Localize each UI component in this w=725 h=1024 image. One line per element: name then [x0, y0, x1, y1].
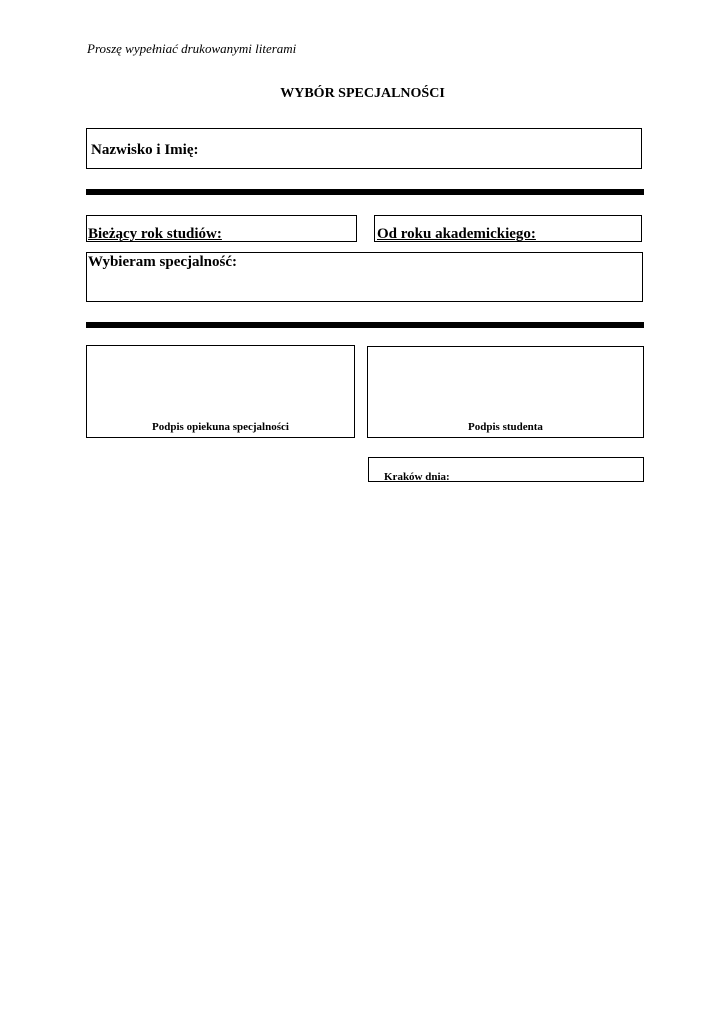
section-divider-bottom — [86, 322, 644, 328]
current-year-label: Bieżący rok studiów: — [88, 226, 222, 242]
form-title: WYBÓR SPECJALNOŚCI — [280, 86, 445, 101]
date-field[interactable] — [368, 457, 644, 482]
supervisor-signature-box[interactable] — [86, 345, 355, 438]
student-signature-box[interactable] — [367, 346, 644, 438]
section-divider-top — [86, 189, 644, 195]
form-instruction: Proszę wypełniać drukowanymi literami — [87, 41, 297, 56]
name-field-label: Nazwisko i Imię: — [91, 142, 199, 158]
from-academic-year-label: Od roku akademickiego: — [377, 226, 536, 242]
current-year-field[interactable] — [86, 215, 357, 242]
student-signature-label: Podpis studenta — [468, 421, 543, 433]
specialization-field[interactable] — [86, 252, 643, 302]
name-field[interactable] — [86, 128, 642, 169]
supervisor-signature-label: Podpis opiekuna specjalności — [152, 421, 289, 433]
from-academic-year-field[interactable] — [374, 215, 642, 242]
specialization-label: Wybieram specjalność: — [88, 254, 238, 270]
date-label: Kraków dnia: — [384, 471, 450, 482]
